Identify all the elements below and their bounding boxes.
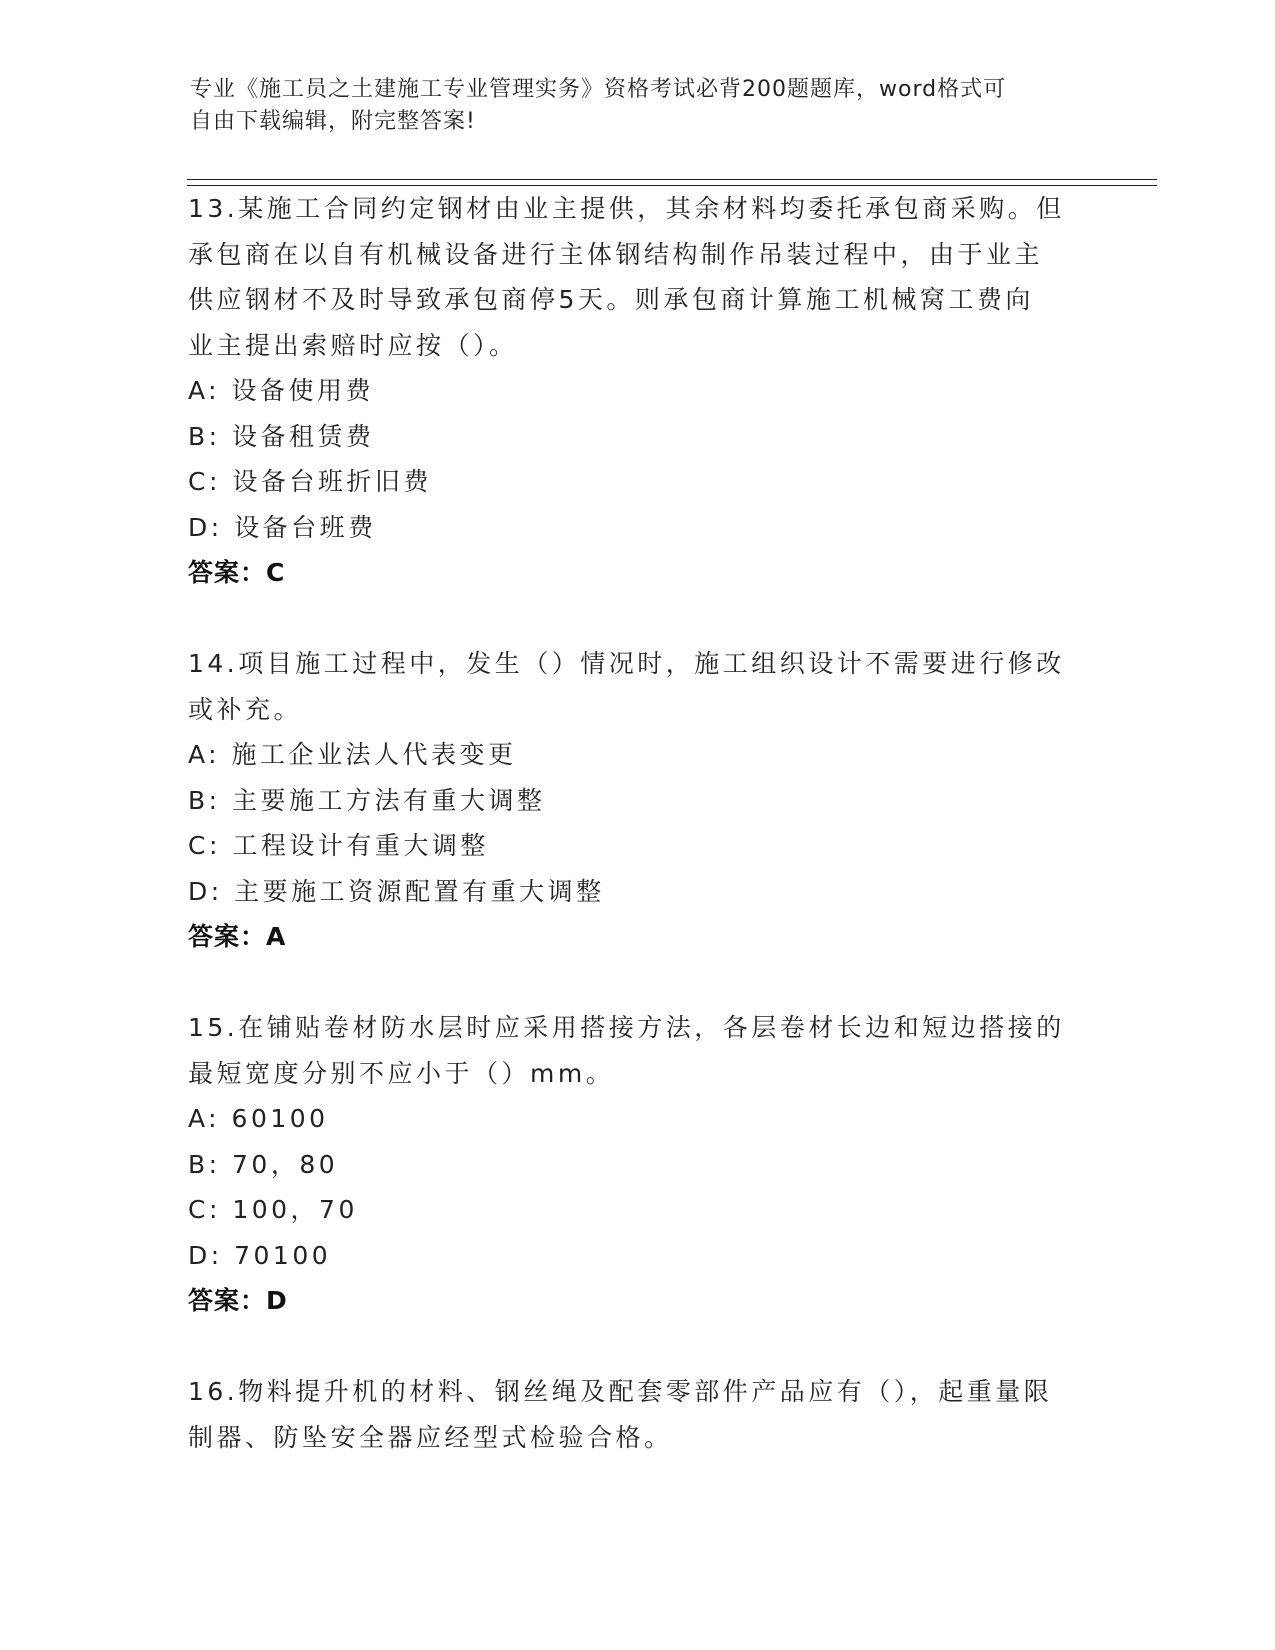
question-15 (188, 1005, 1088, 1324)
question-13 (188, 186, 1088, 596)
option-b: B: 70，80 (188, 1149, 339, 1179)
option-b: B: 主要施工方法有重大调整 (188, 785, 546, 815)
question-stem-line: 供应钢材不及时导致承包商停5天。则承包商计算施工机械窝工费向 (188, 285, 1034, 314)
option-d: D: 主要施工资源配置有重大调整 (188, 876, 605, 906)
answer-label: 答案：A (188, 922, 287, 951)
question-stem-line: 16.物料提升机的材料、钢丝绳及配套零部件产品应有（），起重量限 (188, 1377, 1053, 1406)
question-14 (188, 641, 1088, 960)
question-stem-line: 15.在铺贴卷材防水层时应采用搭接方法，各层卷材长边和短边搭接的 (188, 1013, 1065, 1042)
header-divider-top (187, 179, 1157, 180)
option-a: A: 60100 (188, 1104, 329, 1133)
answer-label: 答案：D (188, 1286, 288, 1315)
option-d: D: 设备台班费 (188, 512, 377, 542)
header-line-1: 专业《施工员之土建施工专业管理实务》资格考试必背200题题库，word格式可 (190, 77, 1007, 102)
answer-label: 答案：C (188, 558, 286, 587)
question-stem-line: 14.项目施工过程中，发生（）情况时，施工组织设计不需要进行修改 (188, 649, 1065, 678)
question-stem-line: 制器、防坠安全器应经型式检验合格。 (188, 1422, 673, 1452)
option-a: A: 设备使用费 (188, 376, 375, 405)
question-stem-line: 最短宽度分别不应小于（）mm。 (188, 1058, 615, 1088)
option-c: C: 100，70 (188, 1195, 358, 1224)
option-c: C: 工程设计有重大调整 (188, 831, 489, 860)
question-stem-line: 13.某施工合同约定钢材由业主提供，其余材料均委托承包商采购。但 (188, 194, 1065, 223)
document-header (190, 74, 1090, 138)
question-16 (188, 1369, 1088, 1460)
header-line-2: 自由下载编辑，附完整答案! (190, 109, 476, 134)
question-stem-line: 业主提出索赔时应按（）。 (188, 330, 518, 360)
option-d: D: 70100 (188, 1240, 332, 1270)
option-c: C: 设备台班折旧费 (188, 467, 432, 496)
option-b: B: 设备租赁费 (188, 421, 375, 451)
question-stem-line: 或补充。 (188, 694, 303, 724)
question-stem-line: 承包商在以自有机械设备进行主体钢结构制作吊装过程中，由于业主 (188, 239, 1044, 269)
option-a: A: 施工企业法人代表变更 (188, 740, 517, 769)
